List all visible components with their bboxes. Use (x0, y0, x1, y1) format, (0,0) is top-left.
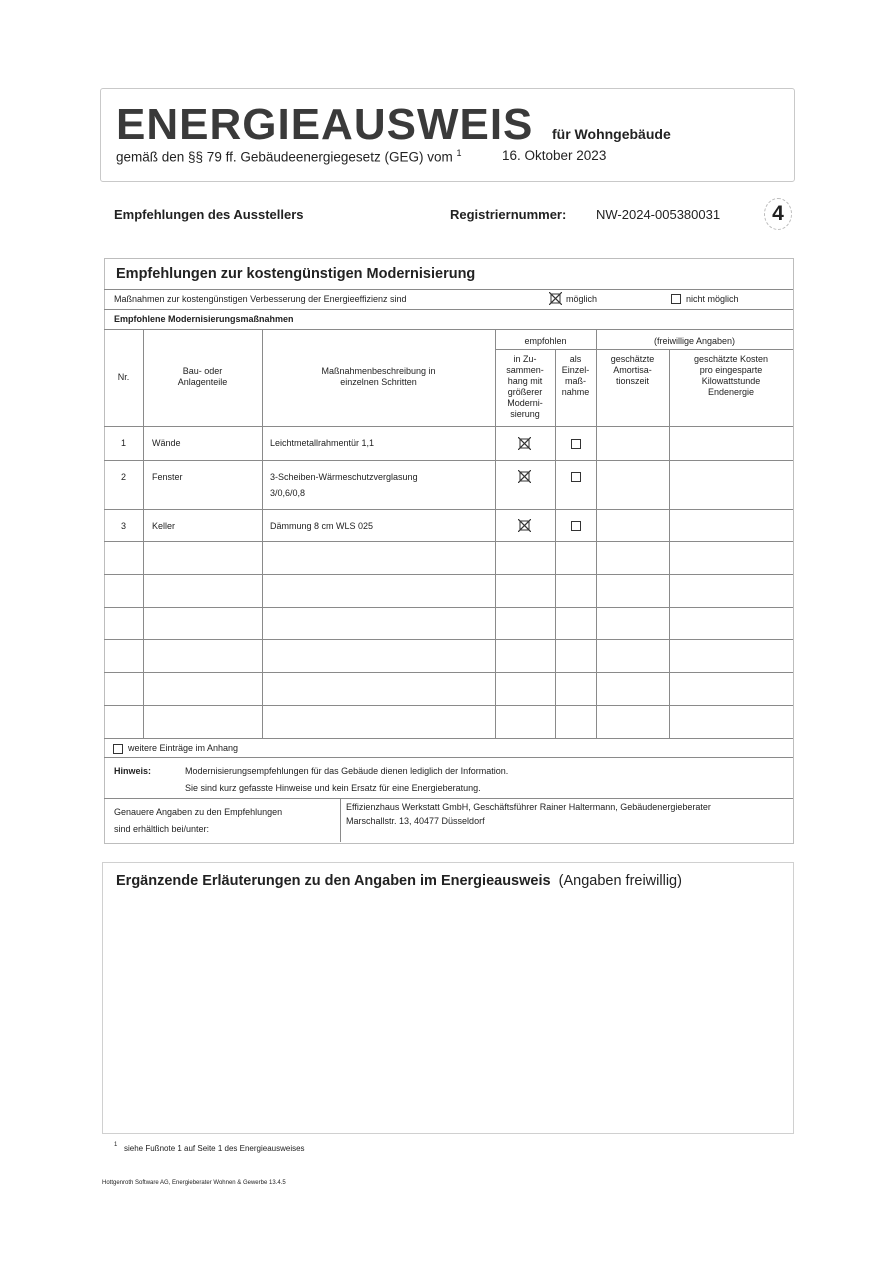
supplementary-title (116, 873, 682, 889)
row-line (104, 541, 793, 542)
hint-line-2: Sie sind kurz gefasste Hinweise und kein Ersatz für eine Energieberatung. (185, 783, 481, 793)
supplementary-title-normal: (Angaben freiwillig) (558, 873, 682, 889)
col-description-line: Maßnahmenbeschreibung in (321, 366, 436, 376)
single-checkbox[interactable] (571, 472, 581, 482)
row-component: Keller (152, 521, 176, 531)
divider (104, 309, 793, 310)
not-possible-checkbox[interactable] (671, 294, 681, 304)
document-subtitle: für Wohngebäude (552, 126, 671, 142)
measures-text: Maßnahmen zur kostengünstigen Verbesserung der Energieeffizienz sind (114, 294, 407, 304)
registration-label: Registriernummer: (450, 207, 567, 222)
col-line (143, 329, 144, 739)
footnote-mark: 1 (456, 148, 462, 158)
col-line (669, 349, 670, 739)
row-nr: 3 (120, 521, 126, 531)
col-amortisation (596, 354, 669, 387)
row-component: Wände (152, 438, 181, 448)
col-nr: Nr. (117, 372, 130, 382)
in-context-checkbox-checked[interactable] (518, 437, 531, 450)
registration-number: NW-2024-005380031 (596, 207, 721, 222)
row-line (104, 460, 793, 461)
details-value-1: Effizienzhaus Werkstatt GmbH, Geschäftsführer Rainer Haltermann, Gebäudenergieberater (346, 802, 711, 812)
row-description-2: 3/0,6/0,8 (270, 488, 306, 498)
col-line (262, 329, 263, 739)
footnote-text: siehe Fußnote 1 auf Seite 1 des Energieausweises (124, 1144, 305, 1153)
row-line (104, 705, 793, 706)
footnote-mark: 1 (114, 1142, 118, 1148)
in-context-checkbox-checked[interactable] (518, 519, 531, 532)
geg-reference (116, 148, 461, 165)
col-in-context-line: hang mit (507, 376, 543, 386)
col-single-line: Einzel- (561, 365, 590, 375)
col-costs-line: Endenergie (707, 387, 755, 397)
row-nr: 1 (120, 438, 126, 448)
row-line (104, 639, 793, 640)
details-label-2: sind erhältlich bei/unter: (114, 824, 210, 834)
supplementary-box (102, 862, 794, 1134)
col-recommended: empfohlen (524, 336, 567, 346)
section-label: Empfehlungen des Ausstellers (114, 207, 304, 222)
col-costs-line: geschätzte Kosten (693, 354, 769, 364)
row-line (104, 509, 793, 510)
divider (104, 289, 793, 290)
col-amortisation-line: Amortisa- (613, 365, 652, 375)
col-single-line: nahme (561, 387, 590, 397)
in-context-checkbox-checked[interactable] (518, 470, 531, 483)
geg-date: 16. Oktober 2023 (502, 148, 607, 163)
hint-label: Hinweis: (114, 766, 152, 776)
single-checkbox[interactable] (571, 439, 581, 449)
hint-line-1: Modernisierungsempfehlungen für das Gebäude dienen lediglich der Information. (185, 766, 509, 776)
row-description: 3-Scheiben-Wärmeschutzverglasung (270, 472, 418, 482)
software-credit: Hottgenroth Software AG, Energieberater Wohnen & Gewerbe 13.4.5 (102, 1180, 286, 1186)
col-single-line: maß- (565, 376, 586, 386)
col-component-line: Bau- oder (182, 366, 223, 376)
document-title: ENERGIEAUSWEIS (116, 100, 534, 149)
row-description: Leichtmetallrahmentür 1,1 (270, 438, 375, 448)
row-line (104, 672, 793, 673)
col-line (555, 349, 556, 739)
possible-checkbox-checked[interactable] (549, 292, 562, 305)
recommendations-title: Empfehlungen zur kostengünstigen Modernisierung (116, 266, 476, 282)
divider (104, 798, 793, 799)
row-component: Fenster (152, 472, 183, 482)
col-component-line: Anlagenteile (177, 377, 228, 387)
details-label-1: Genauere Angaben zu den Empfehlungen (114, 807, 283, 817)
single-checkbox[interactable] (571, 521, 581, 531)
col-amortisation-line: tionszeit (615, 376, 650, 386)
more-entries-label: weitere Einträge im Anhang (128, 743, 239, 753)
col-single-line: als (569, 354, 582, 364)
col-line (596, 329, 597, 739)
col-in-context-line: sammen- (506, 365, 544, 375)
divider (495, 349, 793, 350)
geg-text: gemäß den §§ 79 ff. Gebäudeenergiegesetz (GEG) vom (116, 149, 453, 165)
col-in-context (495, 354, 555, 420)
col-in-context-line: Moderni- (507, 398, 543, 408)
not-possible-label: nicht möglich (686, 294, 739, 304)
col-in-context-line: größerer (507, 387, 543, 397)
row-line (104, 738, 793, 739)
col-in-context-line: sierung (510, 409, 540, 419)
col-description-line: einzelnen Schritten (340, 377, 417, 387)
col-single (555, 354, 596, 398)
details-value-2: Marschallstr. 13, 40477 Düsseldorf (346, 816, 485, 826)
possible-label: möglich (566, 294, 598, 304)
divider (104, 757, 793, 758)
row-line (104, 574, 793, 575)
col-amortisation-line: geschätzte (610, 354, 655, 364)
col-costs (669, 354, 793, 398)
row-nr: 2 (120, 472, 126, 482)
page-number: 4 (764, 198, 792, 230)
col-optional: (freiwillige Angaben) (653, 336, 736, 346)
col-costs-line: Kilowattstunde (701, 376, 761, 386)
divider (104, 426, 793, 427)
col-costs-line: pro eingesparte (699, 365, 763, 375)
col-component (143, 366, 262, 388)
divider (340, 798, 341, 842)
row-description: Dämmung 8 cm WLS 025 (270, 521, 374, 531)
measures-heading: Empfohlene Modernisierungsmaßnahmen (114, 314, 294, 324)
row-line (104, 607, 793, 608)
col-description (262, 366, 495, 388)
col-in-context-line: in Zu- (513, 354, 537, 364)
supplementary-title-bold: Ergänzende Erläuterungen zu den Angaben im Energieausweis (116, 873, 551, 889)
more-entries-checkbox[interactable] (113, 744, 123, 754)
divider (104, 329, 793, 330)
